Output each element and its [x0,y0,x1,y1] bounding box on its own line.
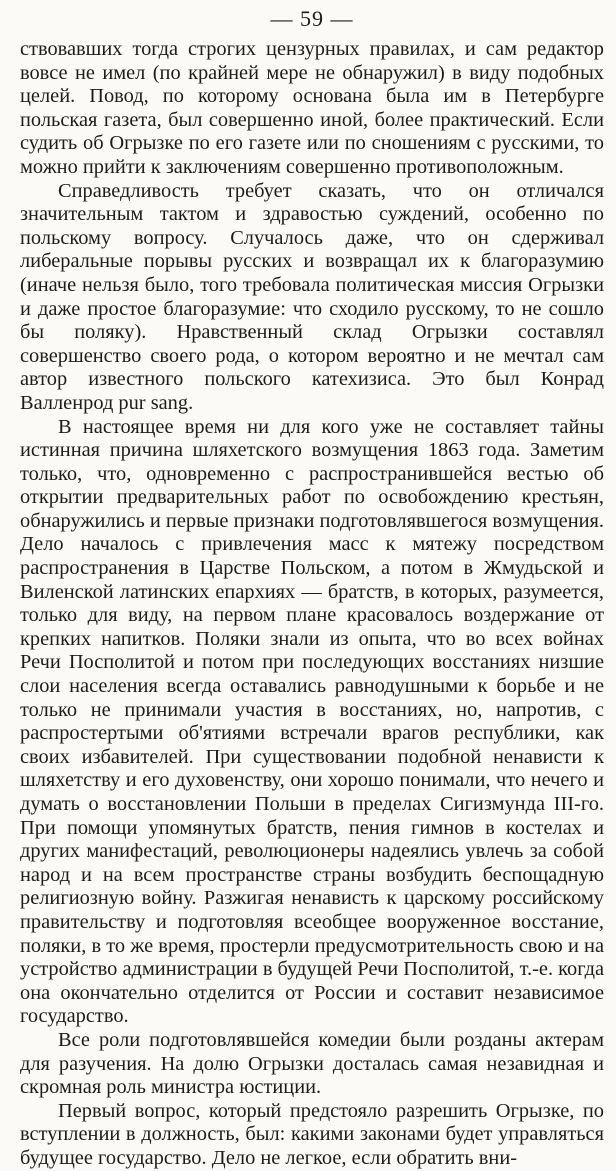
page-number: — 59 — [270,6,354,31]
paragraph: Все роли подготовлявшейся комедии были розданы актерам для разучения. На долю Огрызки досталась самая незавидная и скромная роль министра юстиции. [20,1028,604,1099]
paragraph-continued: ствовавших тогда строгих цензурных правилах, и сам редактор вовсе не имел (по крайней мере не обнаружил) в виду подобных целей. Повод, по которому основана была им в Петербурге польская газета, был совершенно иной, более практический. Если судить об Огрызке по его газете или по сношениям с русскими, то можно прийти к заключениям совершенно противоположным. [20,38,604,178]
paragraph: Первый вопрос, который предстояло разрешить Огрызке, по вступлении в должность, был: какими законами будет управляться будущее государство. Дело не легкое, если обратить вни- [20,1099,604,1169]
paragraph: В настоящее время ни для кого уже не составляет тайны истинная причина шляхетского возмущения 1863 года. Заметим только, что, одновременно с распространившейся вестью об открытии предварительных работ по освобождению крестьян, обнаружились и первые признаки подготовлявшегося возмущения. Дело началось с привлечения масс к мятежу посредством распространения в Царстве Польском, а потом в Жмудьской и Виленской латинских епархиях — братств, в которых, разумеется, только для виду, на первом плане красовалось воздержание от крепких напитков. Поляки знали из опыта, что во всех войнах Речи Посполитой и потом при последующих восстаниях низшие слои населения всегда оставались равнодушными к борьбе и не только не принимали участия в восстаниях, но, напротив, с распростертыми об'ятиями встречали врагов республики, как своих избавителей. При существовании подобной ненависти к шляхетству и его духовенству, они хорошо понимали, что нечего и думать о восстановлении Польши в пределах Сигизмунда III-го. При помощи упомянутых братств, пения гимнов в костелах и других манифестаций, революционеры надеялись увлечь за собой народ и на всем пространстве страны возбудить беспощадную религиозную войну. Разжигая ненависть к царскому российскому правительству и подготовляя всеобщее вооруженное восстание, поляки, в то же время, простерли предусмотрительность свою и на устройство администрации в будущей Речи Посполитой, т.-е. когда она окончательно отделится от России и составит независимое государство. [20,415,605,1028]
paragraph: Справедливость требует сказать, что он отличался значительным тактом и здравостью суждений, особенно по польскому вопросу. Случалось даже, что он сдерживал либеральные порывы русских и возвращал их к благоразумию (иначе нельзя было, того требовала политическая миссия Огрызки и даже простое благоразумие: что сходило русскому, то не сошло бы поляку). Нравственный склад Огрызки составлял совершенство своего рода, о котором вероятно и не мечтал сам автор известного польского катехизиса. Это был Конрад Валленрод pur sang. [20,179,604,414]
body-text [20,38,604,1171]
